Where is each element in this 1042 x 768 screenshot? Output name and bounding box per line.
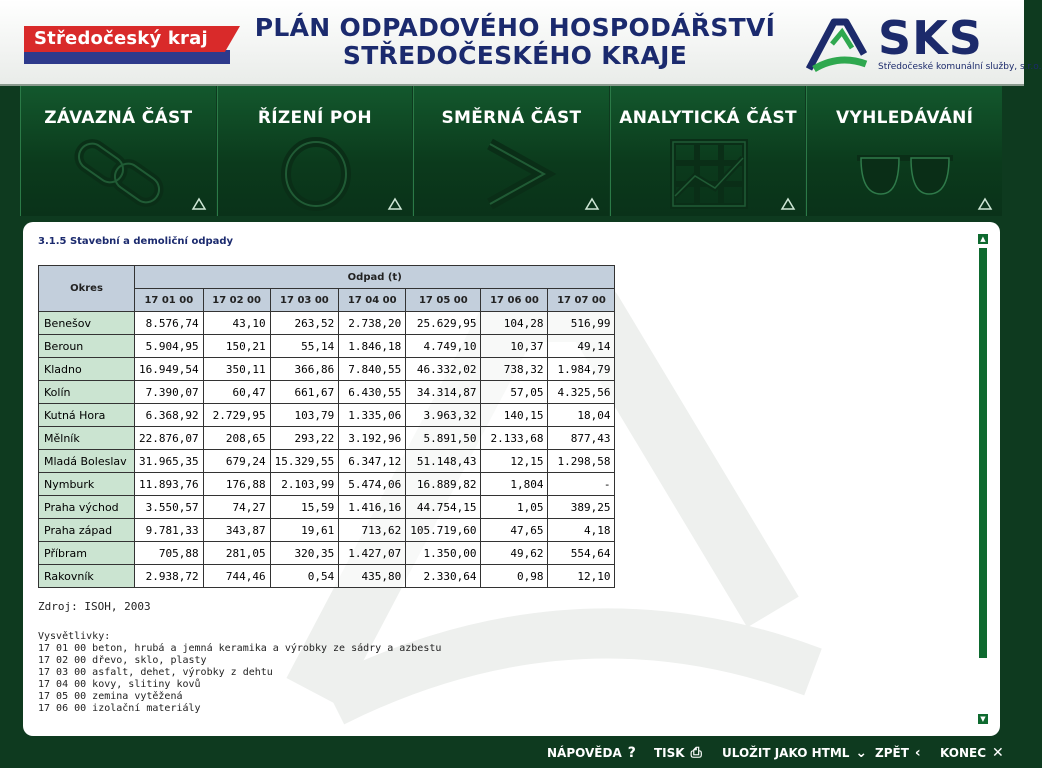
source-note: Zdroj: ISOH, 2003 <box>38 600 151 613</box>
chevron-left-icon: ‹ <box>914 745 921 761</box>
chevron-down-icon: ⌄ <box>855 745 868 761</box>
value-cell: 4.325,56 <box>548 381 615 404</box>
value-cell: 3.963,32 <box>406 404 481 427</box>
value-cell: 2.738,20 <box>339 312 406 335</box>
value-cell: 343,87 <box>203 519 270 542</box>
value-cell: 12,15 <box>481 450 548 473</box>
value-cell: 6.347,12 <box>339 450 406 473</box>
glasses-icon <box>855 136 955 211</box>
waste-table <box>38 265 615 588</box>
value-cell: 19,61 <box>270 519 339 542</box>
footer <box>0 740 1024 768</box>
value-cell: 47,65 <box>481 519 548 542</box>
column-header: 17 05 00 <box>406 289 481 312</box>
okres-cell: Praha východ <box>39 496 135 519</box>
value-cell: 5.904,95 <box>135 335 204 358</box>
scroll-down-button[interactable]: ▼ <box>978 714 988 724</box>
legend-item: 17 04 00 kovy, slitiny kovů <box>38 679 201 690</box>
column-header: 17 01 00 <box>135 289 204 312</box>
table-row <box>39 542 615 565</box>
value-cell: - <box>548 473 615 496</box>
value-cell: 25.629,95 <box>406 312 481 335</box>
value-cell: 877,43 <box>548 427 615 450</box>
value-cell: 3.192,96 <box>339 427 406 450</box>
sks-emblem-icon <box>804 14 874 74</box>
value-cell: 15,59 <box>270 496 339 519</box>
value-cell: 281,05 <box>203 542 270 565</box>
okres-cell: Benešov <box>39 312 135 335</box>
value-cell: 208,65 <box>203 427 270 450</box>
printer-icon: ⎙ <box>690 745 702 761</box>
table-row <box>39 335 615 358</box>
triangle-icon <box>192 198 206 210</box>
value-cell: 103,79 <box>270 404 339 427</box>
section-heading: 3.1.5 Stavební a demoliční odpady <box>38 236 234 247</box>
value-cell: 51.148,43 <box>406 450 481 473</box>
value-cell: 55,14 <box>270 335 339 358</box>
value-cell: 1.298,58 <box>548 450 615 473</box>
okres-cell: Nymburk <box>39 473 135 496</box>
value-cell: 1.416,16 <box>339 496 406 519</box>
value-cell: 738,32 <box>481 358 548 381</box>
okres-cell: Mladá Boleslav <box>39 450 135 473</box>
value-cell: 46.332,02 <box>406 358 481 381</box>
value-cell: 320,35 <box>270 542 339 565</box>
exit-label: KONEC <box>940 746 987 760</box>
value-cell: 2.133,68 <box>481 427 548 450</box>
value-cell: 11.893,76 <box>135 473 204 496</box>
table-row <box>39 404 615 427</box>
nav-zavazna-cast[interactable] <box>20 86 216 216</box>
value-cell: 22.876,07 <box>135 427 204 450</box>
circle-icon <box>266 136 366 211</box>
value-cell: 713,62 <box>339 519 406 542</box>
legend-item: 17 06 00 izolační materiály <box>38 703 201 714</box>
table-row <box>39 496 615 519</box>
okres-cell: Kolín <box>39 381 135 404</box>
main-nav <box>20 86 1002 216</box>
scroll-thumb[interactable] <box>979 248 987 658</box>
okres-cell: Příbram <box>39 542 135 565</box>
okres-cell: Kladno <box>39 358 135 381</box>
nav-label: VYHLEDÁVÁNÍ <box>836 108 974 128</box>
legend-item: 17 02 00 dřevo, sklo, plasty <box>38 655 207 666</box>
value-cell: 1,804 <box>481 473 548 496</box>
save-html-label: ULOŽIT JAKO HTML <box>722 746 850 760</box>
value-cell: 2.729,95 <box>203 404 270 427</box>
legend-item: 17 01 00 beton, hrubá a jemná keramika a výrobky ze sádry a azbestu <box>38 643 442 654</box>
value-cell: 57,05 <box>481 381 548 404</box>
save-html-button[interactable] <box>722 745 867 761</box>
scrollbar[interactable] <box>978 234 988 724</box>
value-cell: 1,05 <box>481 496 548 519</box>
nav-rizeni-poh[interactable] <box>217 86 413 216</box>
content-panel <box>23 222 1000 736</box>
region-logo <box>24 26 240 64</box>
page-title <box>250 14 780 70</box>
help-label: NÁPOVĚDA <box>547 746 622 760</box>
chart-grid-icon <box>659 136 759 211</box>
nav-label: ZÁVAZNÁ ČÁST <box>44 108 193 128</box>
triangle-icon <box>781 198 795 210</box>
table-row <box>39 473 615 496</box>
chain-link-icon <box>69 136 169 211</box>
nav-label: SMĚRNÁ ČÁST <box>441 108 582 128</box>
value-cell: 1.427,07 <box>339 542 406 565</box>
value-cell: 1.350,00 <box>406 542 481 565</box>
value-cell: 43,10 <box>203 312 270 335</box>
column-header: 17 07 00 <box>548 289 615 312</box>
okres-cell: Rakovník <box>39 565 135 588</box>
question-icon: ? <box>627 745 636 761</box>
value-cell: 4.749,10 <box>406 335 481 358</box>
nav-analyticka-cast[interactable] <box>610 86 806 216</box>
value-cell: 74,27 <box>203 496 270 519</box>
help-button[interactable] <box>547 745 636 761</box>
close-icon: ✕ <box>992 745 1004 761</box>
value-cell: 104,28 <box>481 312 548 335</box>
value-cell: 516,99 <box>548 312 615 335</box>
nav-label: ŘÍZENÍ POH <box>257 108 372 128</box>
back-label: ZPĚT <box>875 746 909 760</box>
value-cell: 2.938,72 <box>135 565 204 588</box>
value-cell: 389,25 <box>548 496 615 519</box>
title-line-1: PLÁN ODPADOVÉHO HOSPODÁŘSTVÍ <box>254 13 776 42</box>
value-cell: 44.754,15 <box>406 496 481 519</box>
header <box>0 0 1042 86</box>
value-cell: 554,64 <box>548 542 615 565</box>
print-button[interactable] <box>654 745 702 761</box>
sks-subtitle: Středočeské komunální služby, s.r.o. <box>878 62 1042 72</box>
value-cell: 9.781,33 <box>135 519 204 542</box>
value-cell: 0,98 <box>481 565 548 588</box>
value-cell: 263,52 <box>270 312 339 335</box>
value-cell: 1.846,18 <box>339 335 406 358</box>
value-cell: 105.719,60 <box>406 519 481 542</box>
title-line-2: STŘEDOČESKÉHO KRAJE <box>342 41 688 70</box>
column-header: 17 02 00 <box>203 289 270 312</box>
value-cell: 34.314,87 <box>406 381 481 404</box>
back-button[interactable] <box>875 745 921 761</box>
legend-item: 17 03 00 asfalt, dehet, výrobky z dehtu <box>38 667 273 678</box>
scroll-up-button[interactable]: ▲ <box>978 234 988 244</box>
column-header: 17 06 00 <box>481 289 548 312</box>
value-cell: 435,80 <box>339 565 406 588</box>
triangle-icon <box>388 198 402 210</box>
value-cell: 1.335,06 <box>339 404 406 427</box>
value-cell: 2.330,64 <box>406 565 481 588</box>
value-cell: 150,21 <box>203 335 270 358</box>
chevron-right-icon <box>462 136 562 211</box>
table-row <box>39 565 615 588</box>
value-cell: 140,15 <box>481 404 548 427</box>
column-header: 17 03 00 <box>270 289 339 312</box>
value-cell: 5.474,06 <box>339 473 406 496</box>
nav-label: ANALYTICKÁ ČÁST <box>619 108 797 128</box>
value-cell: 350,11 <box>203 358 270 381</box>
value-cell: 0,54 <box>270 565 339 588</box>
value-cell: 49,62 <box>481 542 548 565</box>
table-row <box>39 358 615 381</box>
sks-wordmark: SKS <box>878 11 983 65</box>
value-cell: 8.576,74 <box>135 312 204 335</box>
value-cell: 679,24 <box>203 450 270 473</box>
value-cell: 1.984,79 <box>548 358 615 381</box>
value-cell: 176,88 <box>203 473 270 496</box>
value-cell: 2.103,99 <box>270 473 339 496</box>
okres-cell: Beroun <box>39 335 135 358</box>
value-cell: 744,46 <box>203 565 270 588</box>
odpad-group-header: Odpad (t) <box>135 266 615 289</box>
value-cell: 7.390,07 <box>135 381 204 404</box>
legend <box>38 631 938 715</box>
value-cell: 12,10 <box>548 565 615 588</box>
value-cell: 16.889,82 <box>406 473 481 496</box>
okres-cell: Kutná Hora <box>39 404 135 427</box>
value-cell: 5.891,50 <box>406 427 481 450</box>
triangle-icon <box>978 198 992 210</box>
legend-item: 17 05 00 zemina vytěžená <box>38 691 183 702</box>
okres-cell: Mělník <box>39 427 135 450</box>
value-cell: 18,04 <box>548 404 615 427</box>
value-cell: 366,86 <box>270 358 339 381</box>
sks-logo <box>804 11 1042 74</box>
table-row <box>39 312 615 335</box>
value-cell: 3.550,57 <box>135 496 204 519</box>
value-cell: 661,67 <box>270 381 339 404</box>
value-cell: 4,18 <box>548 519 615 542</box>
table-row <box>39 427 615 450</box>
value-cell: 7.840,55 <box>339 358 406 381</box>
okres-header: Okres <box>39 266 135 312</box>
triangle-icon <box>585 198 599 210</box>
nav-vyhledavani[interactable] <box>806 86 1002 216</box>
value-cell: 31.965,35 <box>135 450 204 473</box>
legend-items <box>38 643 938 715</box>
value-cell: 16.949,54 <box>135 358 204 381</box>
print-label: TISK <box>654 746 685 760</box>
column-header: 17 04 00 <box>339 289 406 312</box>
region-logo-text: Středočeský kraj <box>34 28 208 49</box>
value-cell: 15.329,55 <box>270 450 339 473</box>
table-row <box>39 450 615 473</box>
okres-cell: Praha západ <box>39 519 135 542</box>
value-cell: 293,22 <box>270 427 339 450</box>
nav-smerna-cast[interactable] <box>413 86 609 216</box>
table-row <box>39 381 615 404</box>
value-cell: 49,14 <box>548 335 615 358</box>
value-cell: 10,37 <box>481 335 548 358</box>
table-row <box>39 519 615 542</box>
value-cell: 6.430,55 <box>339 381 406 404</box>
content-area <box>38 236 938 715</box>
exit-button[interactable] <box>940 745 1004 761</box>
legend-title: Vysvětlivky: <box>38 631 111 642</box>
table-body <box>39 312 615 588</box>
value-cell: 60,47 <box>203 381 270 404</box>
value-cell: 705,88 <box>135 542 204 565</box>
value-cell: 6.368,92 <box>135 404 204 427</box>
